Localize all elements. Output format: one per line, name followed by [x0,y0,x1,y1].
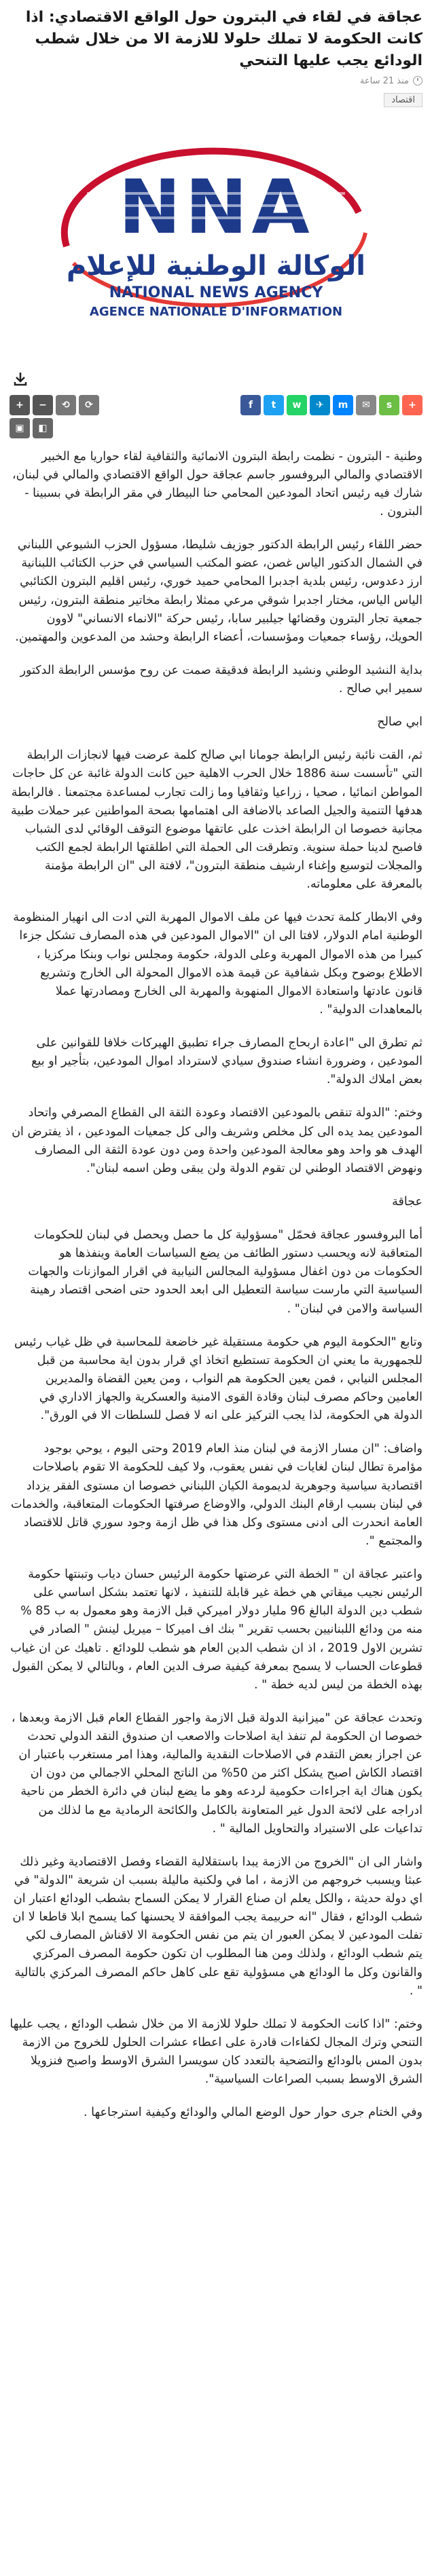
paragraph: وختم: "اذا كانت الحكومة لا تملك حلولا للازمة الا من خلال شطب الودائع ، يجب عليها التنحي وترك المجال لكفاءات قادرة على اعطاء عشرات الحلول للخروج من الازمة بدون المس بالودائع والتضحية بالتعدد كان سويسرا الشرق الاوسط واصبح فنزويلا الشرق الاوسط بسبب الصراعات السياسية". [10,2017,422,2087]
paragraph: وطنية - البترون - نظمت رابطة البترون الانمائية والثقافية لقاء حواريا مع الخبير الاقتصادي والمالي البروفسور جاسم عجاقة حول الواقع الاقتصادي والمالي في لبنان، شارك فيه رئيس اتحاد المودعين المحامي حنا البيطار في مقر الرابطة في بسبينا - البترون . [12,449,422,519]
category-tag[interactable]: اقتصاد [384,93,422,107]
share-toolbar [0,392,432,418]
paragraph: حضر اللقاء رئيس الرابطة الدكتور جوزيف شليطا، مسؤول الحزب الشيوعي اللبناني في الشمال الدكتور الياس غصن، عضو المكتب السياسي في حزب الكتائب اللبنانية ارز دعدوس، رئيس بلدية اجدبرا المحامي حميد خوري، رئيس اقليم البترون الكتائبي الياس الياس، مختار اجدبرا شوقي مرعي ممثلا رابطة مخاتير منطقة البترون، رئيس جمعية تجار البترون وقضائها جيلبير سابا، رئيس حركة "الانماء الانساني" لاوون الحويك، رؤساء جمعيات ومؤسسات، أعضاء الرابطة وحشد من المدعوين والمهتمين. [15,538,422,644]
article-body [0,444,432,2151]
logo-english: NATIONAL NEWS AGENCY [109,284,323,301]
print-icon[interactable]: ▣ [10,418,30,438]
paragraph: بداية النشيد الوطني ونشيد الرابطة فدقيقة صمت عن روح مؤسس الرابطة الدكتور سمير ابي صالح . [20,663,422,696]
share-toolbar-secondary [0,418,432,444]
copy-link-icon[interactable]: ◧ [33,418,53,438]
email-share-icon[interactable]: ✉ [356,395,376,415]
whatsapp-share-icon[interactable]: w [287,395,307,415]
messenger-share-icon[interactable]: m [333,395,353,415]
article-title: عجاقة في لقاء في البترون حول الواقع الاقتصادي: اذا كانت الحكومة لا تملك حلولا للازمة الا من خلال شطب الودائع يجب عليها التنحي [25,9,422,69]
sms-share-icon[interactable]: s [379,395,399,415]
section-heading: ابي صالح [377,715,422,730]
image-actions [0,365,432,392]
logo-french: AGENCE NATIONALE D'INFORMATION [89,304,343,319]
paragraph: وتابع "الحكومة اليوم هي حكومة مستقيلة غير خاضعة للمحاسبة في ظل غياب رئيس للجمهورية ما يعني ان الحكومة تستطيع اتخاذ اي قرار بدون اية محاسبة من قبل المجلس النيابي ، فمن يعين الحكومة هم النواب ، ومن يعين القضاة والمديرين العامين وحاكم مصرف لبنان وقادة القوى الامنية والعسكرية والجهاز الاداري في الدولة هي الحكومة، لذا يجب التركيز على انه لا فصل للسلطات الا في الورق". [14,1335,422,1423]
paragraph: ثم، القت نائبة رئيس الرابطة جومانا ابي صالح كلمة عرضت فيها لانجازات الرابطة التي "تأسست سنة 1886 خلال الحرب الاهلية حين كانت الدولة غائبة عن كل حاجات المواطن انمائيا ، صحيا ، زراعيا وثقافيا وما زالت تجارب لمساعدة مجتمعنا . فالرابطة هدفها التنمية والجيل الصاعد بالاضافة الى اهتمامها بصحة المواطنين عبر حملات طبية مجانية خصوصا ان الرابطة اخذت على عاتقها موضوع التوقف الوقائي لدى الشباب فاصبح لدينا حملة سنوية. وتطرقت الى الحملة التي اطلقتها الرابطة لجمع الكتب والمجلات لتوسيع وإغناء ارشيف منطقة البترون"، لافتة الى "ان الرابطة مؤمنة بالمعرفة على معلوماته. [10,749,422,892]
font-increase-button[interactable]: + [10,395,30,415]
twitter-share-icon[interactable]: t [264,395,284,415]
clock-icon [413,76,422,86]
download-icon[interactable] [12,371,29,387]
article-time: منذ 21 ساعة [359,75,409,86]
logo-arabic: الوكالة الوطنية للإعلام [66,250,366,282]
nna-logo [39,145,393,335]
paragraph: وفي الختام جرى حوار حول الوضع المالي والودائع وكيفية استرجاعها . [84,2106,422,2120]
paragraph: وختم: "الدولة تنقص بالمودعين الاقتصاد وعودة الثقة الى القطاع المصرفي واتحاد المودعين يمد يده الى كل مخلص وشريف والى كل جمعيات المودعين ، اذ يفترض ان الهدف هو واحد وهو معالجة المودعين واحدة ومن دون عودة الثقة الى المصارف ونهوض الاقتصاد الوطني لن تقوم الدولة ولن يبقى وطن اسمه لبنان". [12,1106,422,1175]
undo-button[interactable]: ⟲ [56,395,76,415]
paragraph: ثم تطرق الى "اعادة اربحاج المصارف جراء تطبيق الهيركات خلافا للقوانين على المودعين ، وضرورة انشاء صندوق سيادي لاسترداد اموال المودعين، بتأجير او بيع بعض املاك الدولة". [31,1036,422,1087]
section-heading: عجاقة [392,1194,422,1209]
telegram-share-icon[interactable]: ✈ [310,395,330,415]
paragraph: واشار الى ان "الخروج من الازمة يبدا باستقلالية القضاء وفصل الاقتصادية وغير ذلك عبثا ويسبب خروجهم من الازمة ، اما في ولكنية ماليلة بسبب ان شريعة "الدولة" في اي دولة حديثة ، والكل يعلم ان صناع القرار لا يمكن السماح بشطب الودائع اعتبار ان شطب الودائع ، فقال "انه حربيمة يجب الموافقة لا يحسنها كما يسمح ابلا قاطعا لا ان تفلت المودعين لا يمكن العبور ان يتم من نفس الحكومة الا لاقناش المصارف لكي يتم شطب الودائع ، ولذلك ومن هنا المطلوب ان تكون حكومة المصرف المركزي والقانون وكل ما الودائع هي مسؤولية تقع على كاهل حاكم المصرف المركزي بالتالية " . [12,1855,422,1998]
tag-list [0,90,432,114]
paragraph: أما البروفسور عجاقة فحمّل "مسؤولية كل ما حصل ويحصل في لبنان للحكومات المتعاقبة لانه ويحسب دستور الطائف من يضع السياسات العامة وينفذها هو الحكومات من دون اغفال مسؤولية المجالس النيابية في اقرار الموازنات والجهات السياسية التي مارست سياسة التعطيل الى ابعد الحدود حتى اضحى اقتصاد رهينة السياسة والامن في لبنان" . [28,1228,422,1316]
article-image [0,114,432,365]
facebook-share-icon[interactable]: f [240,395,261,415]
font-decrease-button[interactable]: − [33,395,53,415]
paragraph: وتحدث عجاقة عن "ميزانية الدولة قبل الازمة واجور القطاع العام قبل الازمة وبعدها ، خصوصا ان الحكومة لم تنفذ اية اصلاحات والاصعب ان صندوق النقد الدولي تحدث عن اجراز بعض التقدم في الاصلاحات النقدية والمالية، وهذا امر مستغرب باعتبار ان اقتصاد الكاش اصبح يشكل اكثر من 50% من الناتج المحلي الاجمالي من دون ان يكون هناك اية اجراءات حكومية لردعه وهو ما يضع لبنان في دائرة الخطر من ناحية ادراجه على لائحة الدول غير المتعاونة بالكامل والكائحة الرمادية مع ما لذلك من تداعيات على الاستيراد والتحاويل المالية " . [11,1711,422,1836]
paragraph: واضاف: "ان مسار الازمة في لبنان منذ العام 2019 وحتى اليوم ، يوحي بوجود مؤامرة تطال لبنان لغايات في نفس يعقوب، ولا كيف للحكومة الا تقوم باصلاحات اقتصادية سياسية وجوهرية لديمومة الكيان اللبناني خصوصا ان مستوى الفقر يزداد في لبنان بسبب ارقام البنك الدولي، والاوضاع صرفتها الحكومات المتعاقبة، والخدمات العامة انحدرت الى ادنى مستوى وكل هذا في ظل ازمة وجود سوري قاتل للاقتصاد والمجتمع ". [10,1442,422,1548]
article-meta [0,75,432,90]
more-share-icon[interactable]: + [402,395,422,415]
paragraph: واعتبر عجاقة ان " الخطة التي عرضتها حكومة الرئيس حسان دياب وتبنتها حكومة الرئيس نجيب ميقاتي هي خطة غير قابلة للتنفيذ ، لانها تعتمد بشكل اساسي على شطب دين الدولة البالغ 96 مليار دولار اميركي قبل الازمة وهو معمول به ب 85 % منه من ودائع اللبنانيين بحسب تقرير " بنك اف اميركا – ميريل لينش " الصادر في تشرين الاول 2019 ، اذ ان شطب الدين العام هو شطب للودائع . تاهيك عن ان غياب قطوعات الحساب لا يسمح بمعرفة كيفية صرف الدين العام ، وبالتالي لا يمكن القبول بهذه الخطة من ليس لديه خطة " . [10,1568,422,1692]
redo-button[interactable]: ⟳ [79,395,99,415]
paragraph: وفي الابطار كلمة تحدث فيها عن ملف الاموال المهربة التي ادت الى انهيار المنظومة الوطنية امام الدولار، لافتا الى ان "الاموال المودعين في هذه المصارف تشكل جزءا كبيرا من هذه الاموال المهربة وعلى الدولة، حكومة ومجلس نواب وبنكا مركزيا ، الاطلاع بوضوح وبكل شفافية عن قيمة هذه الاموال المحولة الى الخارج وتشريع قانون عادتها واستعادة الاموال المنهوبة والمهربة الى الخارج ومصادرتها عملا بالمعاهدات الدولية" . [13,911,422,1017]
